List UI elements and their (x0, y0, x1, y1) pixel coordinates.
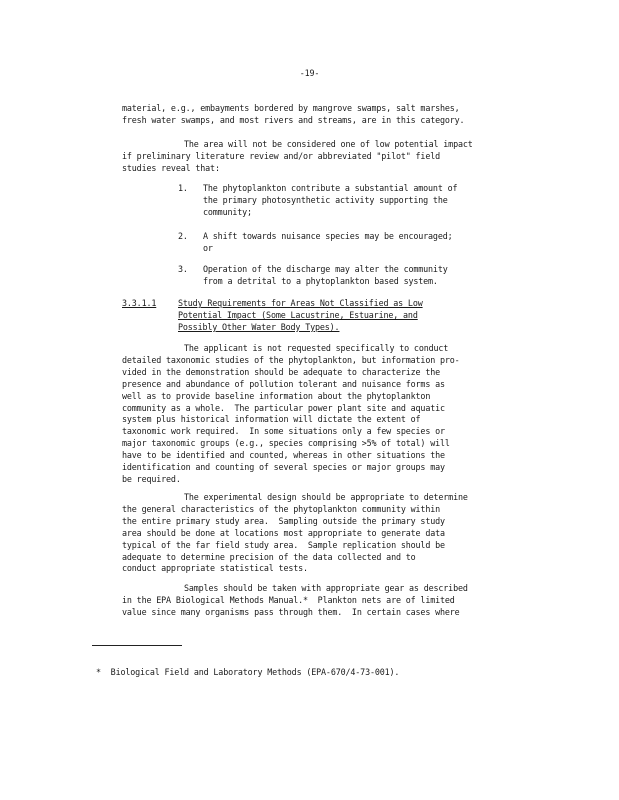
text-line: major taxonomic groups (e.g., species comprising >5% of total) will (122, 438, 450, 449)
text-line: vided in the demonstration should be adequate to characterize the (122, 366, 440, 377)
text-line: have to be identified and counted, whereas in other situations the (122, 450, 445, 461)
text-line: The applicant is not requested specifically to conduct (184, 343, 449, 353)
text-line: presence and abundance of pollution tolerant and nuisance forms as (122, 378, 445, 389)
text-line: community as a whole. The particular power plant site and aquatic (122, 402, 445, 413)
list-number: 1. (178, 183, 188, 193)
text-line: The phytoplankton contribute a substantial amount of (203, 183, 458, 193)
text-line: the general characteristics of the phytoplankton community within (122, 503, 440, 514)
list-number: 2. (178, 231, 188, 241)
text-line: system plus historical information will dictate the extent of (122, 414, 421, 425)
section-title-line: Study Requirements for Areas Not Classified as Low (178, 298, 423, 308)
footnote-divider (92, 645, 182, 646)
text-line: the entire primary study area. Sampling outside the primary study (122, 515, 445, 526)
text-line: from a detrital to a phytoplankton based system. (203, 275, 438, 286)
text-line: adequate to determine precision of the data collected and to (122, 551, 416, 562)
footnote-text: * Biological Field and Laboratory Methods (EPA-670/4-73-001). (96, 667, 400, 677)
text-line: The area will not be considered one of low potential impact (184, 139, 473, 149)
text-line: fresh water swamps, and most rivers and streams, are in this category. (122, 114, 465, 125)
list-number: 3. (178, 264, 188, 274)
paragraph-low-potential (122, 139, 473, 175)
text-line: area should be done at locations most appropriate to generate data (122, 527, 445, 538)
text-line: or (203, 242, 213, 253)
text-line: conduct appropriate statistical tests. (122, 563, 308, 574)
text-line: the primary photosynthetic activity supporting the (203, 194, 448, 205)
text-line: typical of the far field study area. Sample replication should be (122, 539, 445, 550)
section-title-line: Potential Impact (Some Lacustrine, Estuarine, and (178, 309, 418, 320)
text-line: The experimental design should be appropriate to determine (184, 492, 468, 502)
text-line: material, e.g., embayments bordered by mangrove swamps, salt marshes, (122, 103, 460, 113)
text-line: identification and counting of several species or major groups may (122, 462, 445, 473)
paragraph-samples (122, 583, 468, 619)
paragraph-intro (122, 103, 464, 127)
text-line: Samples should be taken with appropriate gear as described (184, 583, 468, 593)
page-number: -19- (299, 68, 320, 78)
text-line: in the EPA Biological Methods Manual.* Plankton nets are of limited (122, 594, 455, 605)
list-item-2 (178, 231, 453, 255)
section-number: 3.3.1.1 (122, 298, 157, 308)
footnote (96, 667, 399, 679)
text-line: taxonomic work required. In some situations only a few species or (122, 426, 445, 437)
text-line: value since many organisms pass through them. In certain cases where (122, 606, 460, 617)
text-line: community; (203, 206, 252, 217)
paragraph-design (122, 492, 468, 575)
list-item-3 (178, 264, 448, 288)
text-line: Operation of the discharge may alter the community (203, 264, 448, 274)
paragraph-applicant (122, 343, 460, 486)
text-line: detailed taxonomic studies of the phytoplankton, but information pro- (122, 354, 460, 365)
section-title-line: Possibly Other Water Body Types). (178, 321, 340, 332)
text-line: studies reveal that: (122, 162, 220, 173)
text-line: A shift towards nuisance species may be encouraged; (203, 231, 453, 241)
text-line: well as to provide baseline information about the phytoplankton (122, 390, 431, 401)
list-item-1 (178, 183, 457, 219)
text-line: be required. (122, 473, 181, 484)
section-heading (178, 298, 423, 334)
text-line: if preliminary literature review and/or abbreviated "pilot" field (122, 150, 440, 161)
